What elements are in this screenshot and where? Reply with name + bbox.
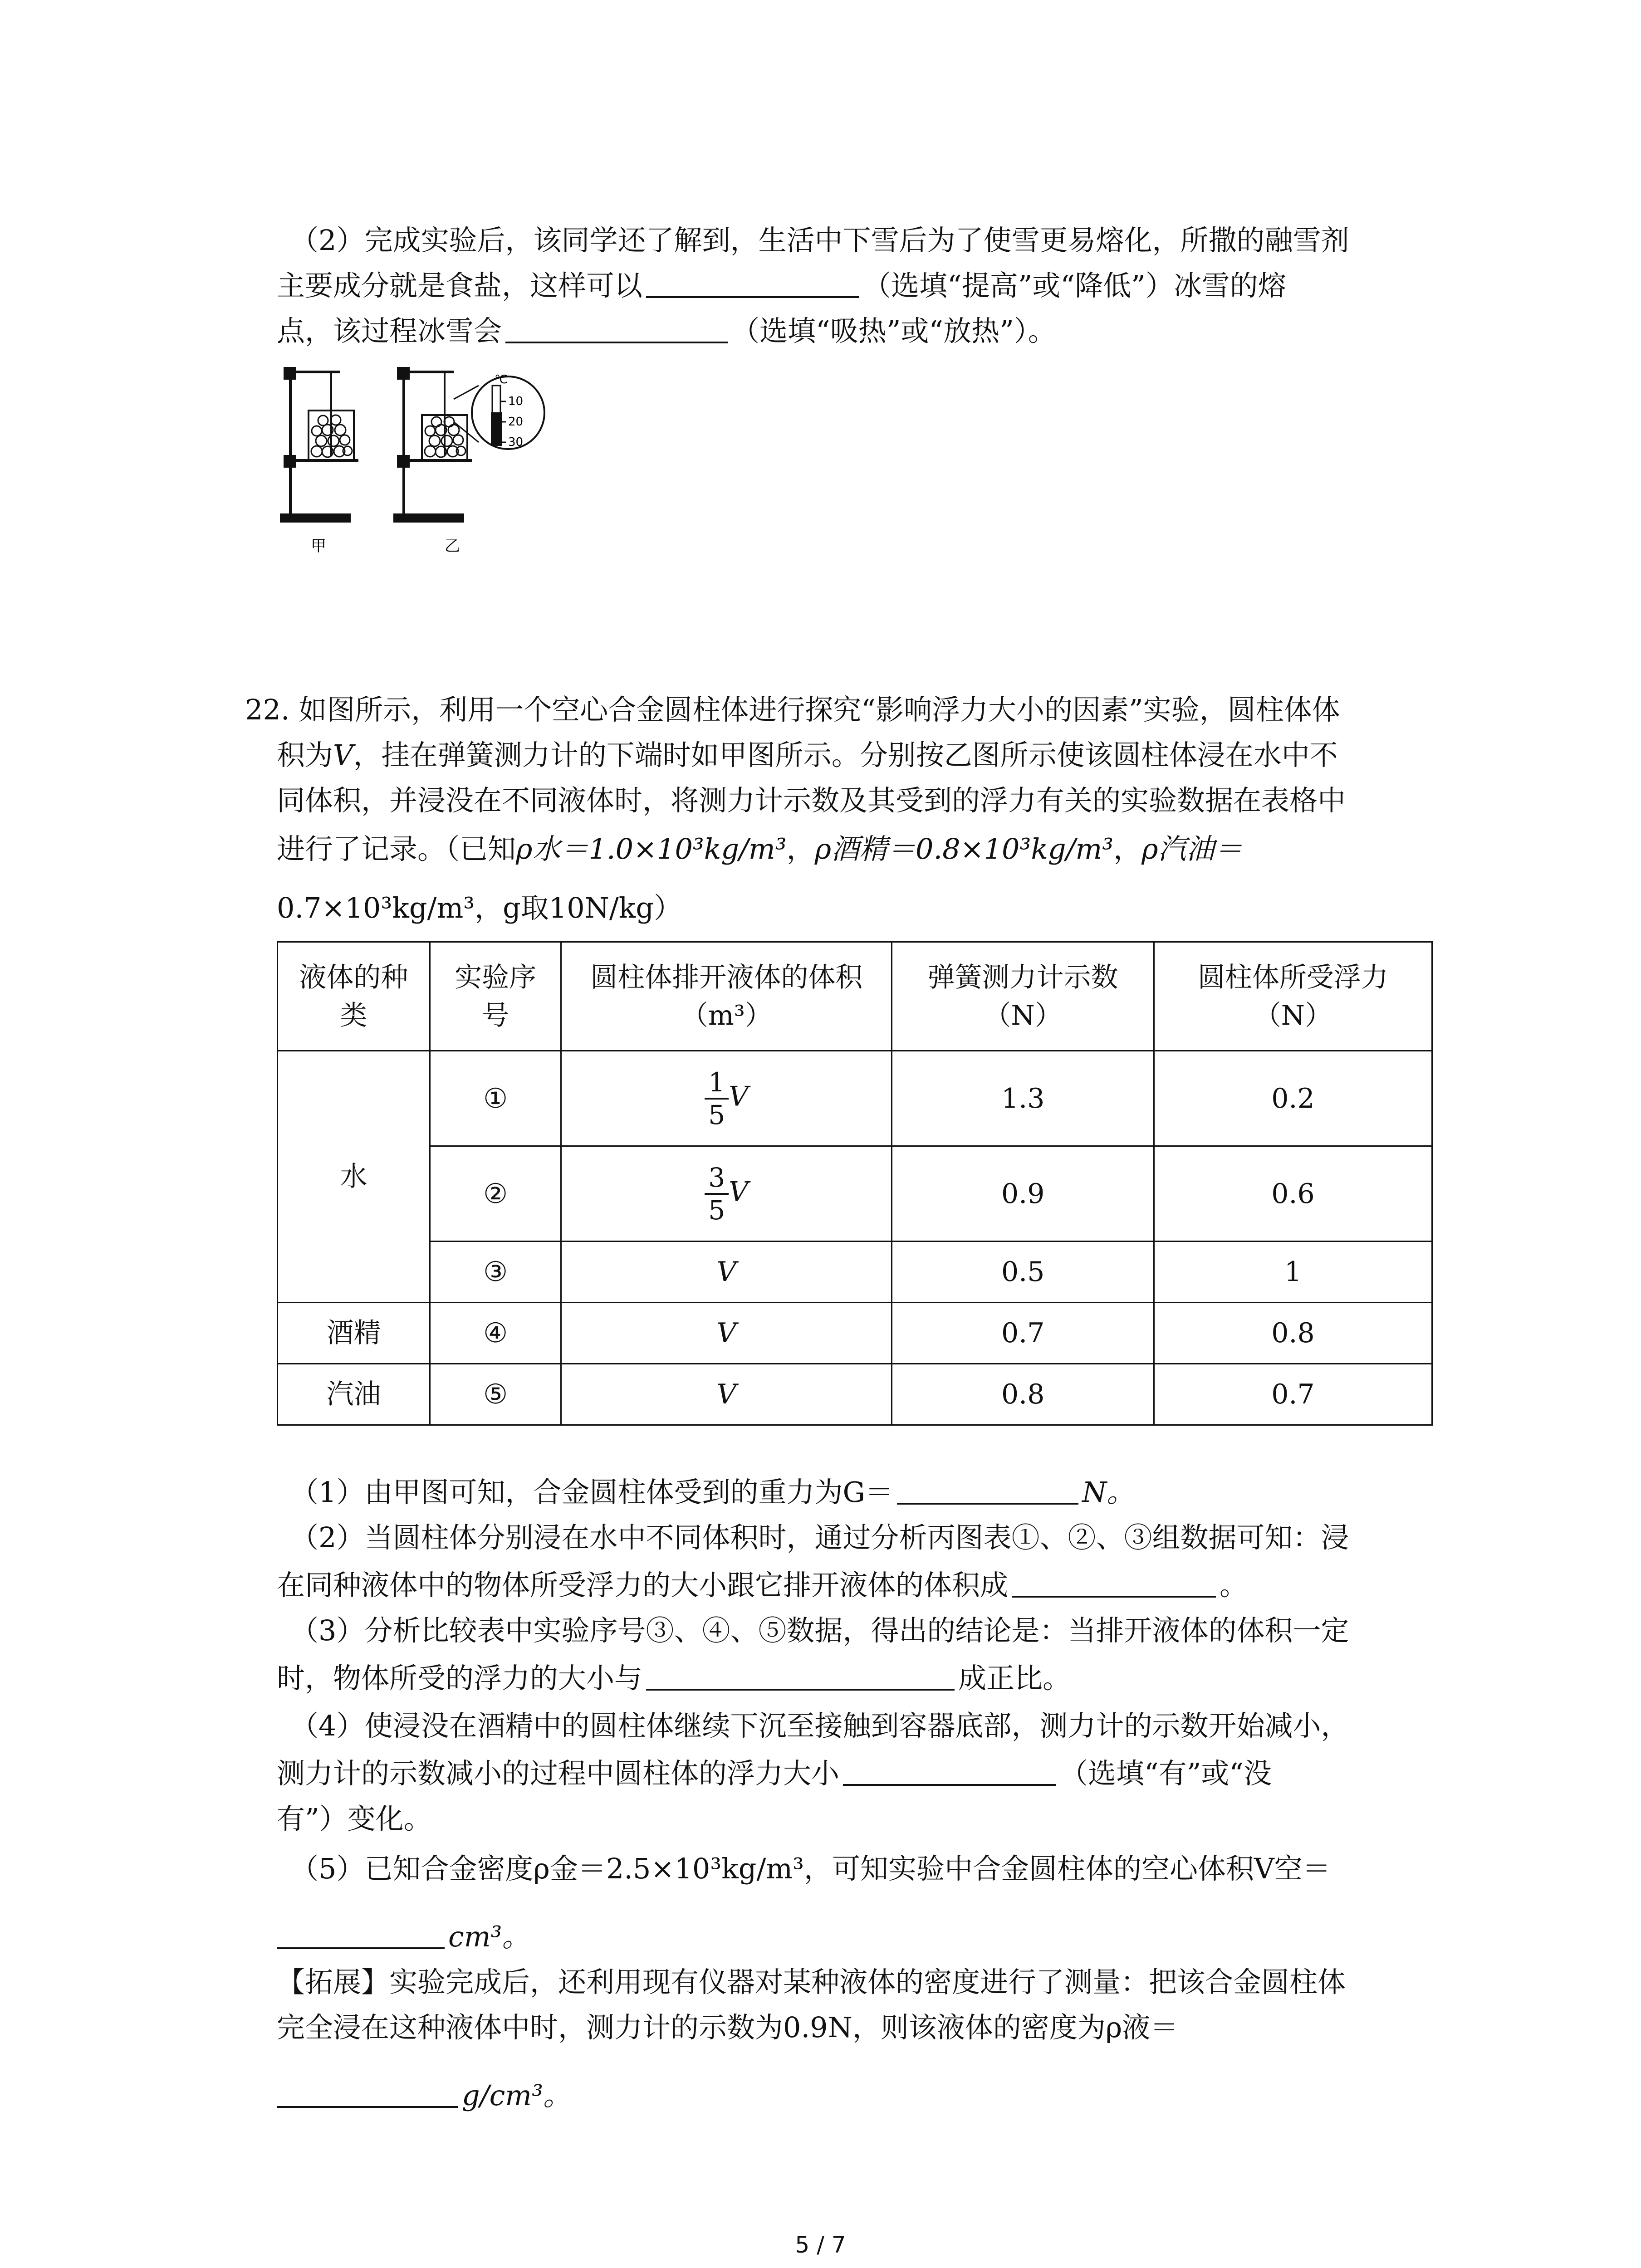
q22-sub2-line2 <box>277 1567 1248 1603</box>
header-cell: 弹簧测力计示数 （N） <box>892 942 1154 1051</box>
text: （2）当圆柱体分别浸在水中不同体积时，通过分析丙图表①、②、③组数据可知：浸 <box>290 1521 1349 1554</box>
volume-cell: V <box>561 1242 892 1303</box>
q22-sub5-line1 <box>290 1851 1331 1887</box>
volume-cell: $\frac{3}{5}$ V <box>561 1146 892 1242</box>
text: 22. 如图所示，利用一个空心合金圆柱体进行探究“影响浮力大小的因素”实验，圆柱体体 <box>245 693 1340 726</box>
text: 同体积，并浸没在不同液体时，将测力计示数及其受到的浮力有关的实验数据在表格中 <box>277 784 1346 817</box>
tick-label: 10 <box>508 395 524 408</box>
text: 在同种液体中的物体所受浮力的大小跟它排开液体的体积成 <box>277 1569 1009 1602</box>
figure-label-a: 甲 <box>311 537 326 555</box>
q22-extension-line3 <box>277 2077 571 2114</box>
trial-no: ⑤ <box>430 1364 561 1425</box>
table-row <box>278 1051 1432 1146</box>
text: （选填“提高”或“降低”）冰雪的熔 <box>863 269 1286 302</box>
answer-blank[interactable] <box>843 1757 1056 1786</box>
q22-sub4-line3 <box>277 1801 432 1837</box>
text: （2）完成实验后，该同学还了解到，生活中下雪后为了使雪更易熔化，所撒的融雪剂 <box>290 224 1349 257</box>
liquid-cell: 水 <box>278 1051 430 1303</box>
table-row <box>278 1364 1432 1425</box>
answer-blank[interactable] <box>277 2079 458 2108</box>
density-water: ρ水＝1.0×10³kg/m³ <box>516 832 787 865</box>
q22-extension-line2 <box>277 2009 1178 2046</box>
text: 时，物体所受的浮力的大小与 <box>277 1662 643 1695</box>
buoyancy-cell: 0.2 <box>1154 1051 1432 1146</box>
q22-sub3-line1 <box>290 1613 1349 1649</box>
text: 有”）变化。 <box>277 1802 432 1835</box>
figure-label-b: 乙 <box>445 537 460 555</box>
text: g/cm³。 <box>462 2079 571 2112</box>
q22-stem-line1 <box>245 692 1340 728</box>
text: （5）已知合金密度ρ金＝2.5×10³kg/m³，可知实验中合金圆柱体的空心体积V空＝ <box>290 1852 1331 1885</box>
reading-cell: 0.9 <box>892 1146 1154 1242</box>
trial-no: ③ <box>430 1242 561 1303</box>
trial-no: ② <box>430 1146 561 1242</box>
reading-cell: 0.5 <box>892 1242 1154 1303</box>
page-number: 5 / 7 <box>795 2232 846 2258</box>
text: 完全浸在这种液体中时，测力计的示数为0.9N，则该液体的密度为ρ液＝ <box>277 2011 1179 2044</box>
answer-blank[interactable] <box>646 1662 955 1691</box>
liquid-cell: 汽油 <box>278 1364 430 1425</box>
text: （4）使浸没在酒精中的圆柱体继续下沉至接触到容器底部，测力计的示数开始减小， <box>290 1709 1349 1742</box>
tick-label: 30 <box>508 435 524 449</box>
reading-cell: 0.8 <box>892 1364 1154 1425</box>
text: 。 <box>1220 1569 1248 1602</box>
volume-cell: V <box>561 1364 892 1425</box>
table-row <box>278 1242 1432 1303</box>
text: 成正比。 <box>958 1662 1071 1695</box>
q22-extension-line1 <box>277 1964 1346 2000</box>
text: 积为 <box>277 738 333 772</box>
density-alcohol: ρ酒精＝0.8×10³kg/m³ <box>814 832 1114 865</box>
trial-no: ① <box>430 1051 561 1146</box>
buoyancy-cell: 1 <box>1154 1242 1432 1303</box>
text: （选填“吸热”或“放热”）。 <box>731 314 1056 347</box>
text: （3）分析比较表中实验序号③、④、⑤数据，得出的结论是：当排开液体的体积一定 <box>290 1614 1349 1647</box>
answer-blank[interactable] <box>1012 1569 1216 1598</box>
thermometer-unit: ℃ <box>495 373 508 386</box>
q21-apparatus-figure <box>272 358 581 558</box>
apparatus-a <box>281 367 358 521</box>
q22-sub2-line1 <box>290 1520 1349 1556</box>
q22-sub1 <box>290 1474 1135 1510</box>
data-table <box>277 941 1433 1426</box>
table-row <box>278 1146 1432 1242</box>
header-cell: 圆柱体排开液体的体积 （m³） <box>561 942 892 1051</box>
buoyancy-cell: 0.7 <box>1154 1364 1432 1425</box>
text: 【拓展】实验完成后，还利用现有仪器对某种液体的密度进行了测量：把该合金圆柱体 <box>277 1965 1346 1999</box>
q22-stem-line2 <box>277 737 1338 773</box>
text: 主要成分就是食盐，这样可以 <box>277 269 643 302</box>
buoyancy-cell: 0.6 <box>1154 1146 1432 1242</box>
q22-stem-line4: 进行了记录。（已知ρ水＝1.0×10³kg/m³，ρ酒精＝0.8×10³kg/m³，ρ汽油＝ <box>277 832 1243 865</box>
trial-no: ④ <box>430 1303 561 1364</box>
answer-blank[interactable] <box>646 269 859 298</box>
text: （1）由甲图可知，合金圆柱体受到的重力为G＝ <box>290 1476 893 1509</box>
volume-cell: V <box>561 1303 892 1364</box>
answer-blank[interactable] <box>505 314 728 343</box>
q22-sub4-line2 <box>277 1755 1272 1792</box>
density-gasoline: ρ汽油＝ <box>1141 832 1243 865</box>
header-cell: 液体的种 类 <box>278 942 430 1051</box>
q22-stem-line5 <box>277 890 682 926</box>
answer-blank[interactable] <box>277 1920 445 1949</box>
q22-stem-line3 <box>277 782 1346 819</box>
volume-cell: $\frac{1}{5}$ V <box>561 1051 892 1146</box>
q21-part2-line2 <box>277 268 1286 304</box>
liquid-cell: 酒精 <box>278 1303 430 1364</box>
q22-sub5-line2 <box>277 1919 530 1955</box>
text: ，挂在弹簧测力计的下端时如甲图所示。分别按乙图所示使该圆柱体浸在水中不 <box>353 738 1338 772</box>
text: 测力计的示数减小的过程中圆柱体的浮力大小 <box>277 1757 840 1790</box>
q22-sub4-line1 <box>290 1708 1349 1744</box>
answer-blank[interactable] <box>897 1476 1078 1505</box>
q21-part2-line1 <box>290 222 1349 259</box>
reading-cell: 0.7 <box>892 1303 1154 1364</box>
q22-sub3-line2 <box>277 1660 1071 1696</box>
q21-part2-line3 <box>277 313 1056 349</box>
tick-label: 20 <box>508 415 524 429</box>
text: cm³。 <box>448 1920 530 1953</box>
text: （选填“有”或“没 <box>1060 1757 1272 1790</box>
reading-cell: 1.3 <box>892 1051 1154 1146</box>
header-cell: 实验序 号 <box>430 942 561 1051</box>
text: N。 <box>1082 1476 1135 1509</box>
table-row <box>278 1303 1432 1364</box>
text: 点，该过程冰雪会 <box>277 314 502 347</box>
variable: V <box>333 738 353 772</box>
header-cell: 圆柱体所受浮力 （N） <box>1154 942 1432 1051</box>
text: 进行了记录。（已知 <box>277 832 516 865</box>
text: 0.7×10³kg/m³，g取10N/kg） <box>277 891 682 924</box>
buoyancy-cell: 0.8 <box>1154 1303 1432 1364</box>
table-header-row <box>278 942 1432 1051</box>
